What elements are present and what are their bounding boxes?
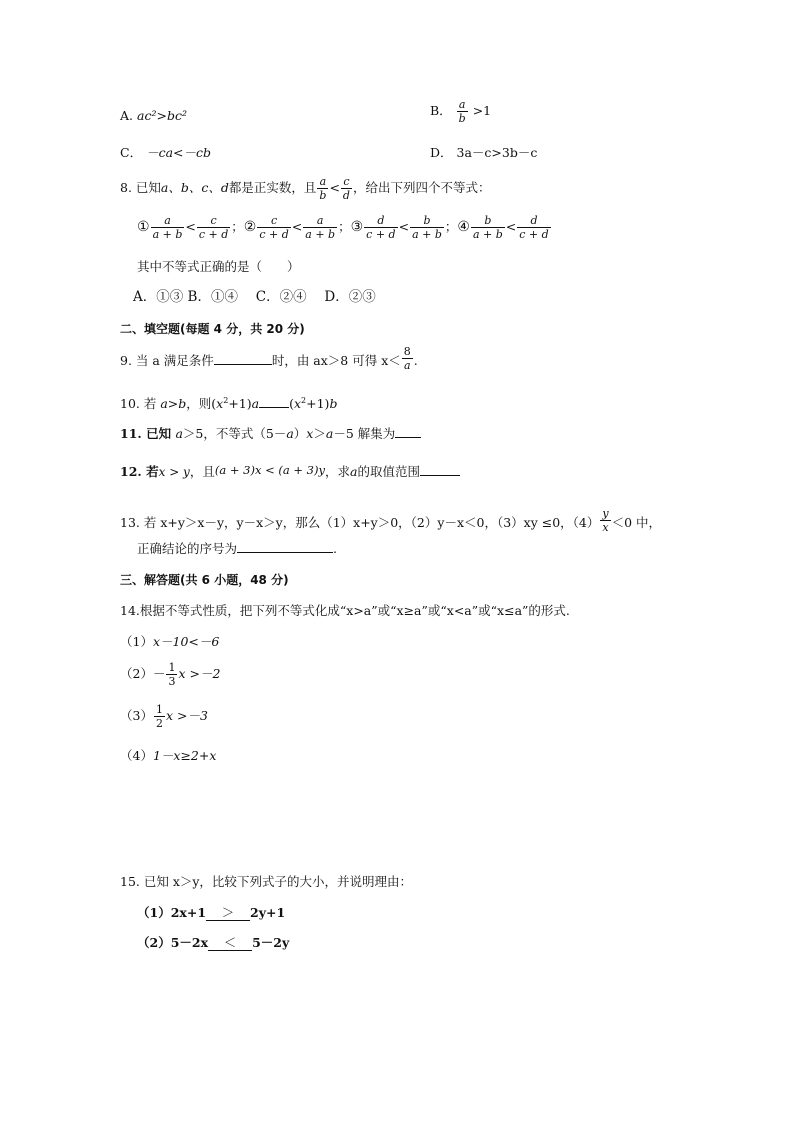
q14-part-3-label: （3）	[120, 708, 153, 723]
q10-p5: +1)	[228, 396, 252, 411]
frac-den: 3	[168, 675, 176, 688]
option-d-label: D．	[430, 145, 453, 160]
q12-answer-blank[interactable]	[420, 475, 460, 476]
q9-text2: 时，由 ax＞8 可得 x＜	[271, 353, 401, 368]
option-a-label: A.	[120, 108, 134, 123]
q15-part-2-left: 5－2x	[170, 935, 209, 950]
q14-part-3-fraction	[154, 704, 165, 729]
q13-line1-text: 13. 若 x+y＞x－y，y－x＞y，那么（1）x+y＞0，（2）y－x＜0，（3）xy ≤0，（4）	[120, 515, 600, 530]
q12-p1: 12. 若	[120, 464, 159, 479]
option-c-label: C．	[120, 145, 143, 160]
q14-part-2-pre: －	[152, 666, 166, 681]
option-d	[430, 147, 537, 160]
q8-cond-left	[317, 176, 328, 201]
q10-p9: +1)	[306, 396, 330, 411]
q8-lt: <	[329, 180, 340, 195]
option-b-label: B．	[430, 103, 452, 118]
q8-inequality-right-fraction	[197, 215, 230, 240]
q14-part-1-text: x－10<－6	[152, 634, 220, 649]
option-b-rest: >1	[472, 103, 492, 118]
frac-num: a	[457, 99, 468, 112]
q8-inequality-left-fraction	[471, 215, 505, 240]
q8-inequality-right-fraction	[517, 215, 550, 240]
q14-part-4	[120, 750, 216, 763]
q15-part-2	[137, 937, 289, 951]
frac-num: c	[341, 176, 352, 189]
q12-p3: ，且	[189, 464, 215, 479]
q10-answer-blank[interactable]	[259, 407, 289, 408]
frac-num: c	[257, 215, 290, 228]
frac-num: 1	[168, 661, 176, 674]
q14-part-2-fraction	[166, 662, 177, 687]
q8-inequality-4	[457, 214, 551, 241]
q15-part-1-label: （1）	[137, 905, 171, 920]
q8-inequality-3	[350, 214, 458, 241]
frac-den: b	[319, 189, 327, 202]
frac-den: x	[602, 521, 609, 534]
q10-p10: b	[329, 396, 338, 411]
q8-inequality-right-fraction	[410, 215, 444, 240]
frac-den: c + d	[198, 228, 229, 241]
q8-inequality-left-fraction	[257, 215, 290, 240]
question-13-line2	[137, 543, 337, 556]
q15-part-1-answer[interactable]	[206, 907, 250, 921]
q8-inequality-mark: ①	[137, 219, 150, 235]
option-b-fraction	[457, 99, 468, 124]
q14-part-1-label: （1）	[120, 634, 153, 649]
q8-inequality-left-fraction	[151, 215, 185, 240]
q8-inequality-separator: ；	[338, 219, 351, 234]
option-c	[120, 147, 211, 160]
q14-part-4-label: （4）	[120, 748, 153, 763]
q9-text1: 9. 当 a 满足条件	[120, 353, 214, 368]
frac-num: d	[364, 215, 397, 228]
question-8-stem	[120, 176, 490, 201]
q10-p3: ，则(	[186, 396, 217, 411]
frac-den: a	[403, 359, 411, 372]
q12-p6: a	[350, 464, 358, 479]
q14-part-3-post: x >－3	[165, 708, 208, 723]
q13-line2-text: 正确结论的序号为	[137, 541, 238, 556]
q10-p6: a	[251, 396, 260, 411]
q8-inequality-mark: ②	[243, 219, 257, 235]
q13-line1-end: ＜0 中，	[611, 515, 662, 530]
q8-inequality-separator: ；	[444, 219, 458, 234]
frac-den: b	[458, 112, 466, 125]
q8-inequality-separator: ；	[231, 219, 244, 234]
frac-den: c + d	[259, 228, 289, 241]
q10-square: 2	[223, 396, 229, 405]
q8-inequalities	[137, 215, 552, 240]
frac-num: b	[471, 215, 505, 228]
q8-question: 其中不等式正确的是（ ）	[137, 259, 300, 274]
q10-p4: x	[216, 396, 224, 411]
q12-p2: x > y	[158, 465, 190, 479]
q8-prefix: 8. 已知	[120, 180, 161, 195]
q14-part-3	[120, 704, 208, 729]
q9-answer-blank[interactable]	[214, 364, 272, 365]
q8-choices: A．①③ B．①④ C．②④ D．②③	[133, 289, 376, 305]
q8-inequality-2	[243, 214, 351, 241]
q12-p4: (a + 3)x < (a + 3)y	[214, 463, 325, 477]
q11-p1: 11. 已知	[120, 426, 176, 441]
frac-num: a	[317, 176, 328, 189]
frac-num: a	[303, 215, 337, 228]
q14-part-2-post: x >－2	[178, 666, 221, 681]
q8-vars: a、b、c、d	[160, 180, 229, 195]
frac-num: y	[602, 507, 609, 520]
question-11	[120, 428, 421, 441]
frac-num: 1	[155, 703, 163, 716]
q8-inequality-row	[137, 214, 552, 241]
q10-p2: a>b	[160, 396, 187, 411]
frac-den: c + d	[519, 228, 549, 241]
q11-p4: a	[286, 426, 294, 441]
q13-line2-end: .	[333, 541, 337, 556]
frac-den: a + b	[152, 228, 183, 241]
section-2-title: 二、填空题(每题 4 分，共 20 分)	[120, 322, 305, 336]
question-12	[120, 465, 460, 479]
q11-p7: ＞	[313, 426, 326, 441]
q11-p2: a	[175, 426, 183, 441]
option-b	[430, 99, 491, 124]
q12-p5: ，求	[324, 464, 350, 479]
q15-part-1-right: 2y+1	[250, 905, 286, 920]
q11-p9: －5 解集为	[333, 426, 396, 441]
q8-inequality-mark: ③	[350, 219, 364, 235]
q14-part-4-text: 1－x≥2+x	[152, 748, 217, 763]
q8-mid: 都是正实数，且	[228, 180, 317, 195]
q13-fraction	[600, 508, 610, 533]
q11-answer-blank[interactable]	[395, 437, 421, 438]
q15-part-2-answer-text: ＜	[223, 935, 237, 950]
frac-num: d	[517, 215, 550, 228]
question-9	[120, 346, 418, 371]
option-c-text: －ca<－cb	[146, 145, 211, 160]
q13-answer-blank[interactable]	[237, 552, 333, 553]
q14-part-2	[120, 662, 220, 687]
q8-cond-right	[341, 176, 352, 201]
q8-inequality-1	[137, 214, 244, 241]
section-3-title: 三、解答题(共 6 小题，48 分)	[120, 573, 289, 587]
q10-p1: 10. 若	[120, 396, 161, 411]
q8-inequality-lt: <	[398, 219, 410, 234]
q15-part-1-answer-text: ＞	[221, 905, 235, 920]
q15-part-2-answer[interactable]	[208, 937, 252, 951]
frac-den: 2	[155, 717, 163, 730]
frac-den: c + d	[366, 228, 396, 241]
option-a	[120, 110, 187, 123]
q8-inequality-lt: <	[185, 219, 196, 234]
q9-fraction	[402, 346, 413, 371]
q9-end: .	[413, 353, 418, 368]
q14-part-2-label: （2）	[120, 666, 153, 681]
option-d-text: 3a－c>3b－c	[456, 145, 538, 160]
frac-den: a + b	[472, 228, 503, 241]
q10-p7: (	[289, 396, 294, 411]
q8-inequality-left-fraction	[364, 215, 397, 240]
q8-inequality-lt: <	[505, 219, 517, 234]
question-10	[120, 397, 337, 411]
q11-p5: ）	[293, 426, 307, 441]
question-15-stem: 15. 已知 x＞y，比较下列式子的大小，并说明理由：	[120, 874, 412, 889]
q15-part-1-left: 2x+1	[170, 905, 207, 920]
question-14-stem: 14.根据不等式性质，把下列不等式化成“x>a”或“x≥a”或“x<a”或“x≤a”的形式.	[120, 603, 570, 618]
q10-p8: x	[293, 396, 302, 411]
option-a-text: ac²>bc²	[137, 108, 187, 123]
q8-inequality-right-fraction	[303, 215, 337, 240]
q15-part-1	[137, 907, 285, 921]
q15-part-2-label: （2）	[137, 935, 171, 950]
q8-inequality-lt: <	[291, 219, 303, 234]
q14-part-1	[120, 636, 219, 649]
frac-den: d	[342, 189, 350, 202]
frac-num: a	[151, 215, 185, 228]
q8-inequality-mark: ④	[457, 219, 470, 235]
frac-num: c	[197, 215, 230, 228]
frac-num: 8	[403, 345, 411, 358]
frac-den: a + b	[412, 228, 442, 241]
q10-square-2: 2	[301, 396, 307, 405]
q11-p6: x	[306, 426, 314, 441]
q11-p8: a	[325, 426, 334, 441]
q15-part-2-right: 5－2y	[252, 935, 290, 950]
question-13-line1	[120, 508, 661, 533]
frac-den: a + b	[305, 228, 336, 241]
q8-suffix: ，给出下列四个不等式：	[352, 180, 491, 195]
frac-num: b	[410, 215, 444, 228]
q12-p7: 的取值范围	[357, 464, 420, 479]
q11-p3: ＞5，不等式（5－	[182, 426, 287, 441]
